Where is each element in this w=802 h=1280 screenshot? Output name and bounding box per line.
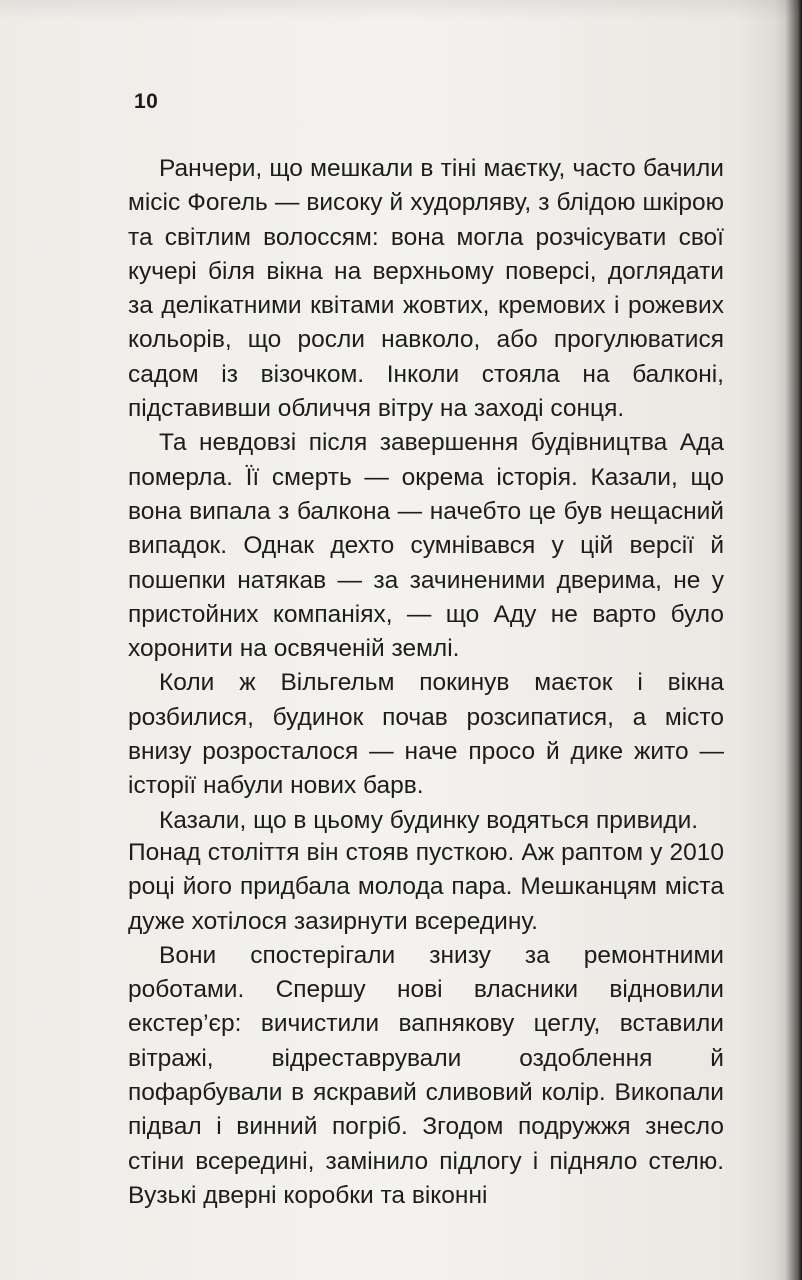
paragraph-ranchers: Ранчери, що мешкали в тіні маєтку, часто бачили місіс Фогель — високу й худорляву, з блідою шкірою та світлим волоссям: вона могла розчісувати свої кучері біля вікна на верхньому поверсі, доглядати за делікатними квітами жовтих, кремових і рожевих кольорів, що росли навколо, або прогулюватися садом із візочком. Інколи стояла на балконі, підставивши обличчя вітру на заході сонця.: [128, 155, 724, 423]
text-section-1: [128, 152, 724, 838]
paragraph-renovation: Вони спостерігали знизу за ремонтними роботами. Спершу нові власники відновили екстер’єр: вичистили вапнякову цеглу, вставили вітражі, відреставрували оздоблення й пофарбували в яскравий сливовий колір. Викопали підвал і винний погріб. Згодом подружжя знесло стіни всередині, замінило підлогу і підняло стелю. Вузькі дверні коробки та віконні: [128, 941, 724, 1209]
paragraph-century-empty: Понад століття він стояв пусткою. Аж раптом у 2010 році його придбала молода пара. Мешканцям міста дуже хотілося зазирнути всередину.: [128, 839, 724, 935]
paragraph-ada-death: Та невдовзі після завершення будівництва Ада померла. Її смерть — окрема історія. Казали, що вона випала з балкона — начебто це був нещасний випадок. Однак дехто сумнівався у цій версії й пошепки натякав — за зачиненими дверима, не у пристойних компаніях, — що Аду не варто було хоронити на освяченій землі.: [128, 429, 724, 663]
paragraph-wilhelm-left: Коли ж Вільгельм покинув маєток і вікна розбилися, будинок почав розсипатися, а місто внизу розросталося — наче просо й дике жито — історії набули нових барв.: [128, 669, 724, 800]
page-top-shadow: [0, 0, 802, 20]
page-edge-shadow: [774, 0, 802, 1280]
paragraph-ghosts: Казали, що в цьому будинку водяться привиди.: [159, 806, 699, 834]
text-section-2: [128, 836, 724, 1213]
page-number: 10: [134, 90, 159, 113]
